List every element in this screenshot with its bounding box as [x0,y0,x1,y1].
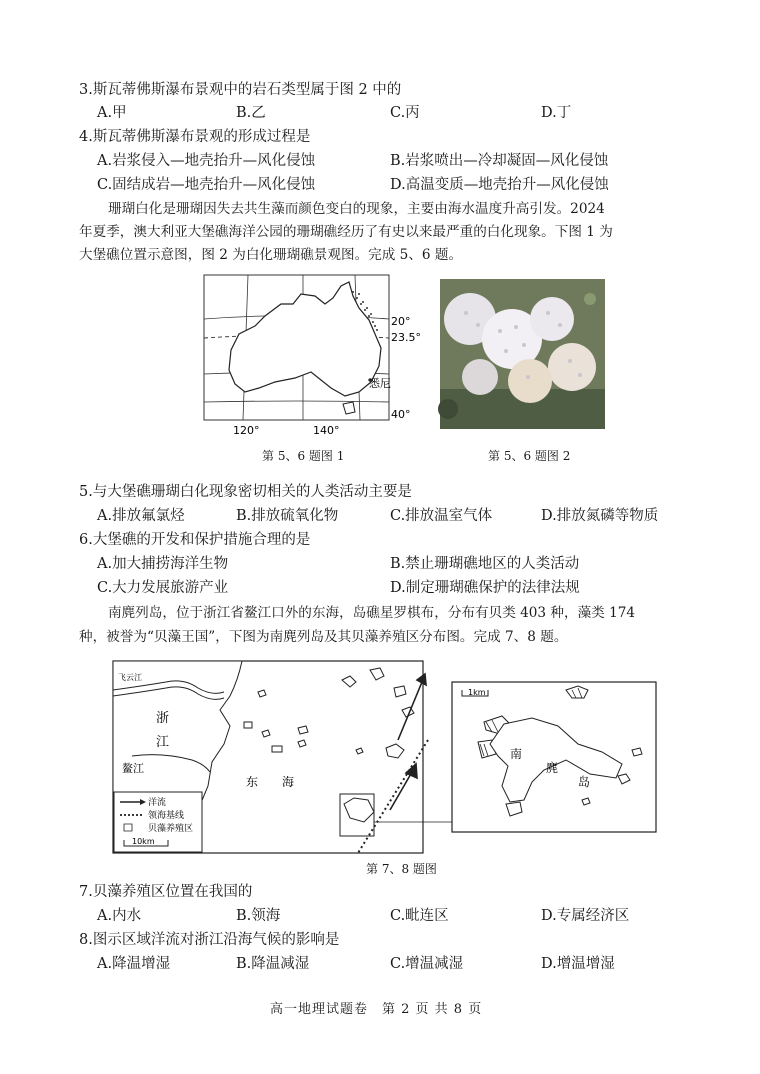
question-4-stem: 4.斯瓦蒂佛斯瀑布景观的形成过程是 [79,129,311,145]
question-6-option-a: A.加大捕捞海洋生物 [97,556,229,572]
question-5-option-a: A.排放氟氯烃 [97,508,185,524]
inset-label-dao: 岛 [578,775,591,789]
question-6-option-b: B.禁止珊瑚礁地区的人类活动 [390,556,580,572]
question-4-option-b: B.岩浆喷出—冷却凝固—风化侵蚀 [390,153,609,169]
figure-1-caption: 第 5、6 题图 1 [262,449,345,463]
label-hai: 海 [282,775,295,789]
lon-120-label: 120° [233,424,260,437]
question-5-option-b: B.排放硫氧化物 [236,508,339,524]
question-7-option-c: C.毗连区 [390,908,449,924]
question-8-option-a: A.降温增湿 [97,956,171,972]
lat-20-label: 20° [391,315,411,328]
question-7-option-a: A.内水 [97,908,142,924]
page-footer: 高一地理试题卷 第 2 页 共 8 页 [270,1002,483,1017]
label-jiang: 江 [156,735,170,750]
question-8-option-b: B.降温减湿 [236,956,310,972]
passage-78-line-2: 种，被誉为“贝藻王国”，下图为南麂列岛及其贝藻养殖区分布图。完成 7、8 题。 [79,629,568,645]
bleached-coral-photo [440,279,605,429]
question-6-option-c: C.大力发展旅游产业 [97,580,229,596]
question-7-option-d: D.专属经济区 [541,908,630,924]
question-3-option-d: D.丁 [541,105,572,121]
question-4-option-c: C.固结成岩—地壳抬升—风化侵蚀 [97,177,316,193]
question-5-option-d: D.排放氮磷等物质 [541,508,659,524]
passage-78-line-1: 南麂列岛，位于浙江省鳌江口外的东海，岛礁星罗棋布，分布有贝类 403 种，藻类 174 [108,605,636,621]
question-3-stem: 3.斯瓦蒂佛斯瀑布景观中的岩石类型属于图 2 中的 [79,82,402,98]
question-6-option-d: D.制定珊瑚礁保护的法律法规 [390,580,580,596]
label-feiyun: 飞云江 [118,673,142,682]
label-aojiang: 鳌江 [122,762,144,775]
question-4-option-d: D.高温变质—地壳抬升—风化侵蚀 [390,177,609,193]
label-zhe: 浙 [156,711,170,726]
figure-78-caption: 第 7、8 题图 [366,862,437,876]
lon-140-label: 140° [313,424,340,437]
figure-2-caption: 第 5、6 题图 2 [488,449,571,463]
question-8-option-d: D.增温增湿 [541,956,615,972]
passage-56-line-2: 年夏季，澳大利亚大堡礁海洋公园的珊瑚礁经历了有史以来最严重的白化现象。下图 1 为 [79,224,613,240]
sydney-label: 悉尼 [369,377,391,390]
label-dong: 东 [246,775,259,789]
question-7-stem: 7.贝藻养殖区位置在我国的 [79,884,253,900]
question-8-option-c: C.增温减湿 [390,956,464,972]
question-4-option-a: A.岩浆侵入—地壳抬升—风化侵蚀 [97,153,316,169]
question-3-option-b: B.乙 [236,105,266,121]
australia-map [203,274,421,444]
inset-label-nan: 南 [510,747,523,761]
question-6-stem: 6.大堡礁的开发和保护措施合理的是 [79,532,311,548]
legend-current: 洋流 [148,798,167,808]
question-7-option-b: B.领海 [236,908,281,924]
question-5-option-c: C.排放温室气体 [390,508,493,524]
question-3-option-a: A.甲 [97,105,127,121]
scale-inset: 1km [468,688,486,697]
question-3-option-c: C.丙 [390,105,420,121]
passage-56-line-3: 大堡礁位置示意图，图 2 为白化珊瑚礁景观图。完成 5、6 题。 [79,247,463,263]
legend-farm: 贝藻养殖区 [148,824,194,834]
scale-main: 10km [132,837,155,846]
question-5-stem: 5.与大堡礁珊瑚白化现象密切相关的人类活动主要是 [79,484,412,500]
legend-baseline: 领海基线 [148,811,185,821]
lat-40-label: 40° [391,408,411,421]
lat-23-5-label: 23.5° [391,331,421,344]
inset-label-ji: 麂 [546,761,559,775]
passage-56-line-1: 珊瑚白化是珊瑚因失去共生藻而颜色变白的现象，主要由海水温度升高引发。2024 [108,201,605,217]
nanji-islands-map [112,660,660,860]
question-8-stem: 8.图示区域洋流对浙江沿海气候的影响是 [79,932,340,948]
